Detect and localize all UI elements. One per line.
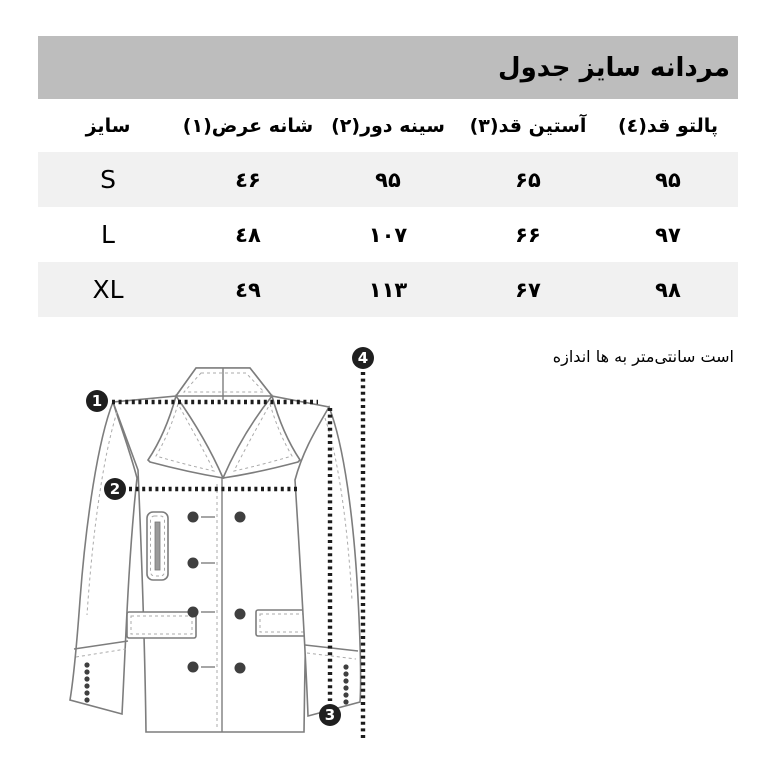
cell-coat-length: ۹۵ [655, 167, 681, 192]
cell-sleeve-length: ۶۷ [515, 277, 541, 302]
cell-shoulder-width: ٤۸ [235, 222, 261, 247]
marker-1-label: 1 [91, 392, 103, 410]
left-sleeve [70, 402, 137, 714]
marker-3 [319, 704, 341, 726]
marker-2 [104, 478, 126, 500]
cell-coat-length: ۹۷ [655, 222, 681, 247]
cell-size: S [100, 165, 116, 194]
table-row [38, 152, 738, 207]
column-header-size: سایز [85, 114, 131, 137]
chest-pocket [147, 512, 168, 580]
marker-3-label: 3 [324, 706, 336, 724]
cell-sleeve-length: ۶۶ [515, 222, 541, 247]
cell-size: L [101, 220, 115, 249]
left-flap-pocket [127, 612, 196, 638]
column-header-chest: (٢)‎دور‎ سینه [331, 114, 445, 137]
cell-coat-length: ۹۸ [655, 277, 681, 302]
cell-chest: ۱۱۳ [368, 277, 408, 302]
size-table [38, 36, 738, 317]
cell-sleeve-length: ۶۵ [515, 167, 541, 192]
table-title-bar [38, 36, 738, 99]
table-row [38, 207, 738, 262]
cell-size: XL [92, 275, 124, 304]
table-header-row [38, 99, 738, 152]
table-title: جدول‎ سایز‎ مردانه [498, 52, 730, 83]
cell-chest: ۹۵ [375, 167, 401, 192]
column-header-sleeve-length: (٣)‎قد‎ آستین [469, 114, 587, 137]
marker-2-label: 2 [109, 480, 121, 498]
marker-4-label: 4 [357, 349, 369, 367]
cell-shoulder-width: ٤۶ [235, 167, 261, 192]
cell-chest: ۱۰۷ [368, 222, 408, 247]
unit-note: اندازه‎ ها‎ به‎ سانتی‌متر‎ است [552, 347, 734, 366]
table-row [38, 262, 738, 317]
cell-shoulder-width: ٤۹ [235, 277, 261, 302]
marker-4 [352, 347, 374, 369]
column-header-coat-length: (٤)‎قد‎ پالتو [617, 114, 719, 137]
coat-body [113, 368, 329, 732]
marker-1 [86, 390, 108, 412]
column-header-shoulder-width: (١)‎عرض‎ شانه [182, 114, 314, 137]
